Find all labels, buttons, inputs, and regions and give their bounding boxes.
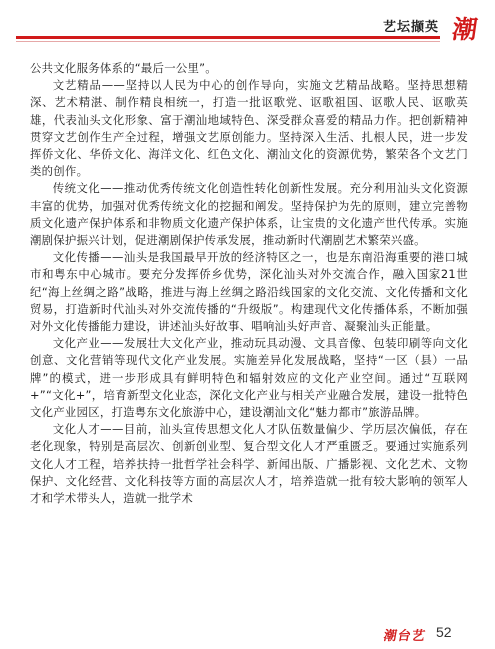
- paragraph-continuation: 公共文化服务体系的“最后一公里”。: [30, 61, 217, 75]
- header-rule: [16, 36, 440, 39]
- header-rule-thin: [16, 41, 440, 42]
- footer-brand-logo: 潮台艺: [382, 629, 427, 644]
- paragraph-traditional-culture: 传统文化——推动优秀传统文化创造性转化创新性发展。充分利用汕头文化资源丰富的优势，加强对优秀传统文化的挖掘和阐发。坚持保护为先的原则，建立完善物质文化遗产保护体系和非物质文化遗产保护体系，让宝贵的文化遗产世代传承。实施潮剧保护振兴计划，促进潮剧保护传承发展，推动新时代潮剧艺术繁荣兴盛。: [30, 181, 468, 248]
- article-body: [30, 60, 468, 507]
- magazine-mark-logo: 潮: [450, 15, 480, 44]
- section-title: 艺坛撷英: [382, 20, 439, 35]
- paragraph-cultural-communication: 文化传播——汕头是我国最早开放的经济特区之一，也是东南沿海重要的港口城市和粤东中心城市。要充分发挥侨乡优势，深化汕头对外交流合作，融入国家21世纪“海上丝绸之路”战略，推进与海上丝绸之路沿线国家的文化交流、文化传播和文化贸易，打造新时代汕头对外交流传播的“升级版”。构建现代文化传播体系，不断加强对外文化传播能力建设，讲述汕头好故事、唱响汕头好声音、凝聚汕头正能量。: [30, 250, 468, 334]
- page-number: 52: [436, 624, 452, 640]
- paragraph-cultural-talent: 文化人才——目前，汕头宣传思想文化人才队伍数量偏少、学历层次偏低，存在老化现象，特别是高层次、创新创业型、复合型文化人才严重匮乏。要通过实施系列文化人才工程，培养扶持一批哲学社会科学、新闻出版、广播影视、文化艺术、文物保护、文化经营、文化科技等方面的高层次人才，培养造就一批有较大影响的领军人才和学术带头人，造就一批学术: [30, 422, 468, 506]
- paragraph-literary-works: 文艺精品——坚持以人民为中心的创作导向，实施文艺精品战略。坚持思想精深、艺术精湛、制作精良相统一，打造一批讴歌党、讴歌祖国、讴歌人民、讴歌英雄，代表汕头文化形象、富于潮汕地域特色、深受群众喜爱的精品力作。把创新精神贯穿文艺创作生产全过程，增强文艺原创能力。坚持深入生活、扎根人民，进一步发挥侨文化、华侨文化、海洋文化、红色文化、潮汕文化的资源优势，繁荣各个文艺门类的创作。: [30, 78, 468, 179]
- paragraph-cultural-industry: 文化产业——发展壮大文化产业，推动玩具动漫、文具音像、包装印刷等向文化创意、文化营销等现代文化产业发展。实施差异化发展战略，坚持“一区（县）一品牌”的模式，进一步形成具有鲜明特色和辐射效应的文化产业空间。通过“互联网+”“文化+”，培育新型文化业态，深化文化产业与相关产业融合发展，建设一批特色文化产业园区，打造粤东文化旅游中心，建设潮汕文化“魅力都市”旅游品牌。: [30, 336, 468, 420]
